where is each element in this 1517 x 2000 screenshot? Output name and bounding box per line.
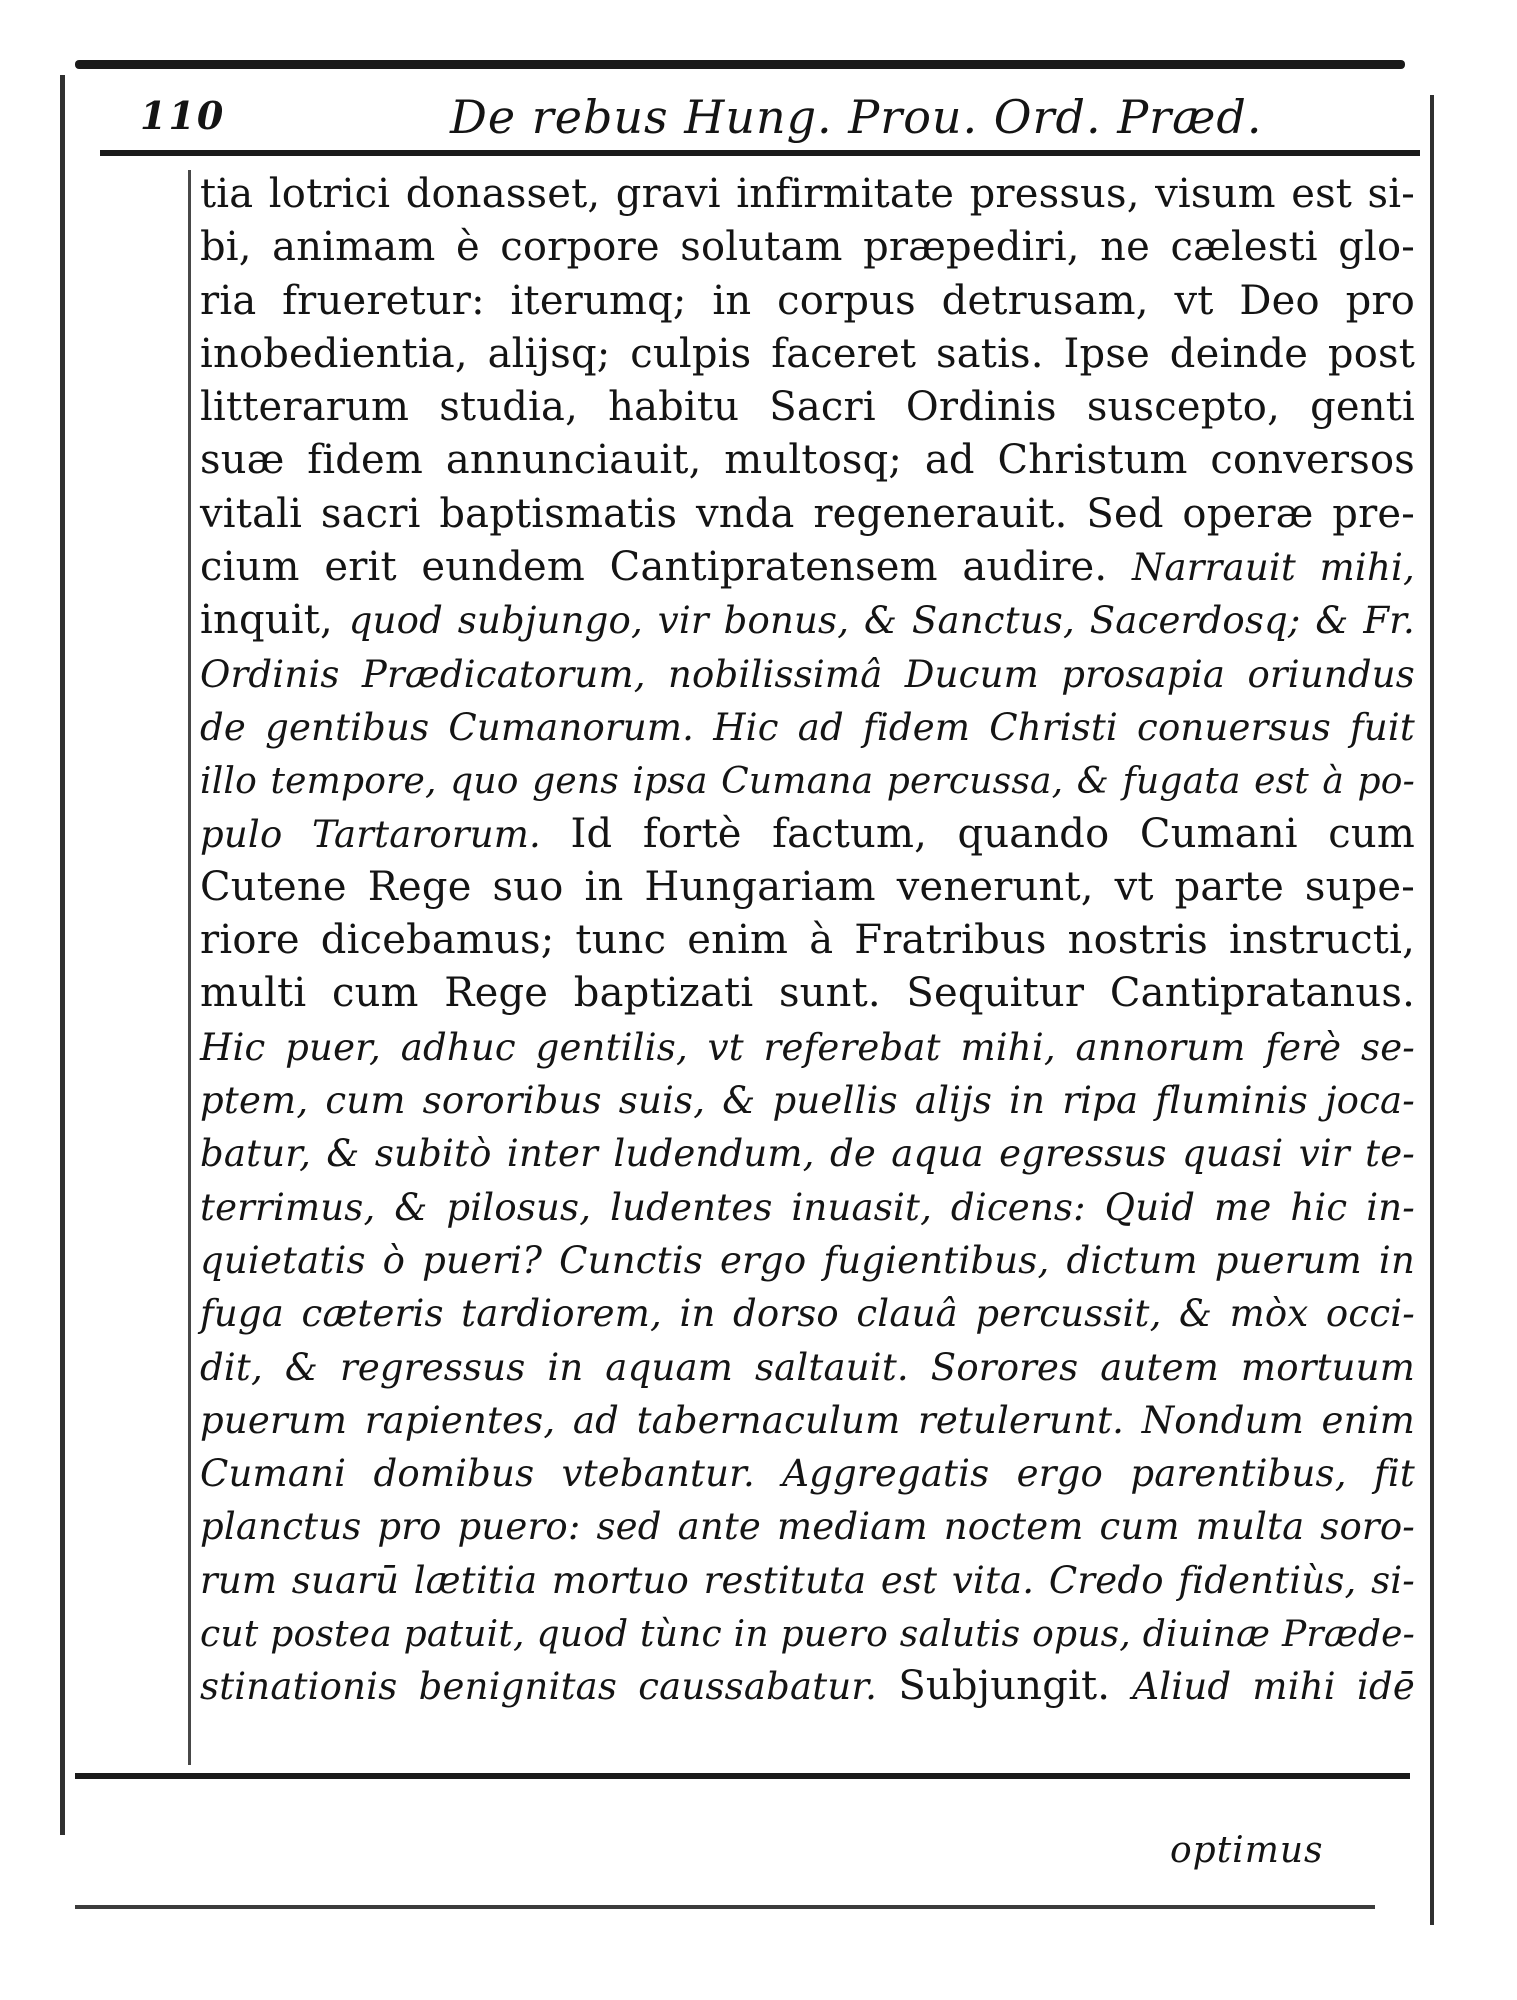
italic-text-segment: pulo Tartarorum. bbox=[200, 812, 571, 856]
text-line bbox=[200, 1127, 1415, 1180]
italic-text-segment: fuga cæteris tardiorem, in dorso clauâ percussit, & mòx occi- bbox=[200, 1292, 1415, 1336]
italic-text-segment: cut postea patuit, quod tùnc in puero salutis opus, diuinæ Præde- bbox=[200, 1614, 1415, 1656]
italic-text-segment: dit, & regressus in aquam saltauit. Sorores autem mortuum bbox=[200, 1345, 1415, 1389]
italic-text-segment: stinationis benignitas caussabatur. bbox=[200, 1665, 899, 1709]
text-line bbox=[200, 1341, 1415, 1394]
text-line bbox=[200, 861, 1415, 914]
page-number: 110 bbox=[140, 93, 226, 138]
bottom-rule bbox=[75, 1773, 1410, 1779]
text-line bbox=[200, 1074, 1415, 1127]
text-line bbox=[200, 275, 1415, 328]
text-line bbox=[200, 808, 1415, 861]
running-head: De rebus Hung. Prou. Ord. Præd. bbox=[450, 90, 1263, 144]
text-line bbox=[200, 754, 1415, 807]
italic-text-segment: Ordinis Prædicatorum, nobilissimâ Ducum prosapia oriundus bbox=[200, 652, 1415, 696]
roman-text-segment: litterarum studia, habitu Sacri Ordinis suscepto, genti bbox=[200, 384, 1415, 431]
italic-text-segment: illo tempore, quo gens ipsa Cumana percussa, & fugata est à po- bbox=[200, 761, 1415, 803]
text-line bbox=[200, 1447, 1415, 1500]
roman-text-segment: multi cum Rege baptizati sunt. Sequitur Cantipratanus. bbox=[200, 970, 1415, 1017]
roman-text-segment: inobedientia, alijsq; culpis faceret satis. Ipse deinde post bbox=[200, 330, 1415, 377]
italic-text-segment: ptem, cum sororibus suis, & puellis alijs in ripa fluminis joca- bbox=[200, 1079, 1415, 1123]
italic-text-segment: rum suarū lætitia mortuo restituta est vita. Credo fidentiùs, si- bbox=[200, 1558, 1415, 1602]
text-line bbox=[200, 541, 1415, 594]
text-line bbox=[200, 967, 1415, 1020]
text-line bbox=[200, 701, 1415, 754]
text-line bbox=[200, 221, 1415, 274]
text-line bbox=[200, 1021, 1415, 1074]
text-line bbox=[200, 1500, 1415, 1553]
text-margin-rule bbox=[188, 170, 191, 1765]
roman-text-segment: inquit, bbox=[200, 597, 349, 644]
italic-text-segment: quietatis ò pueri? Cunctis ergo fugientibus, dictum puerum in bbox=[200, 1238, 1415, 1282]
text-line bbox=[200, 1554, 1415, 1607]
roman-text-segment: ria frueretur: iterumq; in corpus detrusam, vt Deo pro bbox=[200, 277, 1415, 324]
text-line bbox=[200, 1181, 1415, 1234]
italic-text-segment: batur, & subitò inter ludendum, de aqua egressus quasi vir te- bbox=[200, 1132, 1415, 1176]
italic-text-segment: quod subjungo, vir bonus, & Sanctus, Sacerdosq; & Fr. bbox=[348, 599, 1415, 643]
left-border-rule bbox=[60, 75, 65, 1835]
roman-text-segment: cium erit eundem Cantipratensem audire. bbox=[200, 544, 1132, 591]
roman-text-segment: bi, animam è corpore solutam præpediri, ne cælesti glo- bbox=[200, 224, 1415, 271]
header-rule bbox=[100, 150, 1420, 156]
italic-text-segment: Aliud mihi idē bbox=[1132, 1665, 1415, 1709]
right-border-rule bbox=[1430, 95, 1434, 1925]
catchword: optimus bbox=[1170, 1830, 1324, 1871]
text-line bbox=[200, 381, 1415, 434]
text-line bbox=[200, 1394, 1415, 1447]
text-line bbox=[200, 1234, 1415, 1287]
italic-text-segment: Hic puer, adhuc gentilis, vt referebat mihi, annorum ferè se- bbox=[200, 1025, 1415, 1069]
text-line bbox=[200, 434, 1415, 487]
top-border-rule bbox=[75, 60, 1405, 69]
text-line bbox=[200, 594, 1415, 647]
text-line bbox=[200, 1607, 1415, 1660]
roman-text-segment: vitali sacri baptismatis vnda regenerauit. Sed operæ pre- bbox=[200, 490, 1415, 537]
italic-text-segment: de gentibus Cumanorum. Hic ad fidem Christi conuersus fuit bbox=[200, 705, 1415, 749]
roman-text-segment: tia lotrici donasset, gravi infirmitate pressus, visum est si- bbox=[200, 171, 1415, 217]
text-line bbox=[200, 1660, 1415, 1713]
italic-text-segment: puerum rapientes, ad tabernaculum retulerunt. Nondum enim bbox=[200, 1398, 1415, 1442]
text-line bbox=[200, 1287, 1415, 1340]
roman-text-segment: Id fortè factum, quando Cumani cum bbox=[570, 810, 1415, 857]
text-line bbox=[200, 168, 1415, 221]
italic-text-segment: Narrauit mihi, bbox=[1131, 546, 1415, 590]
body-text bbox=[200, 168, 1415, 1768]
italic-text-segment: planctus pro puero: sed ante mediam noctem cum multa soro- bbox=[200, 1505, 1415, 1549]
roman-text-segment: Subjungit. bbox=[898, 1663, 1133, 1710]
text-line bbox=[200, 488, 1415, 541]
roman-text-segment: Cutene Rege suo in Hungariam venerunt, vt parte supe- bbox=[200, 863, 1415, 910]
roman-text-segment: riore dicebamus; tunc enim à Fratribus nostris instructi, bbox=[200, 917, 1415, 964]
text-line bbox=[200, 328, 1415, 381]
italic-text-segment: Cumani domibus vtebantur. Aggregatis ergo parentibus, fit bbox=[200, 1452, 1415, 1496]
footer-rule bbox=[75, 1905, 1375, 1909]
italic-text-segment: terrimus, & pilosus, ludentes inuasit, dicens: Quid me hic in- bbox=[200, 1185, 1415, 1229]
roman-text-segment: suæ fidem annunciauit, multosq; ad Christum conversos bbox=[200, 437, 1415, 484]
text-line bbox=[200, 914, 1415, 967]
text-line bbox=[200, 648, 1415, 701]
